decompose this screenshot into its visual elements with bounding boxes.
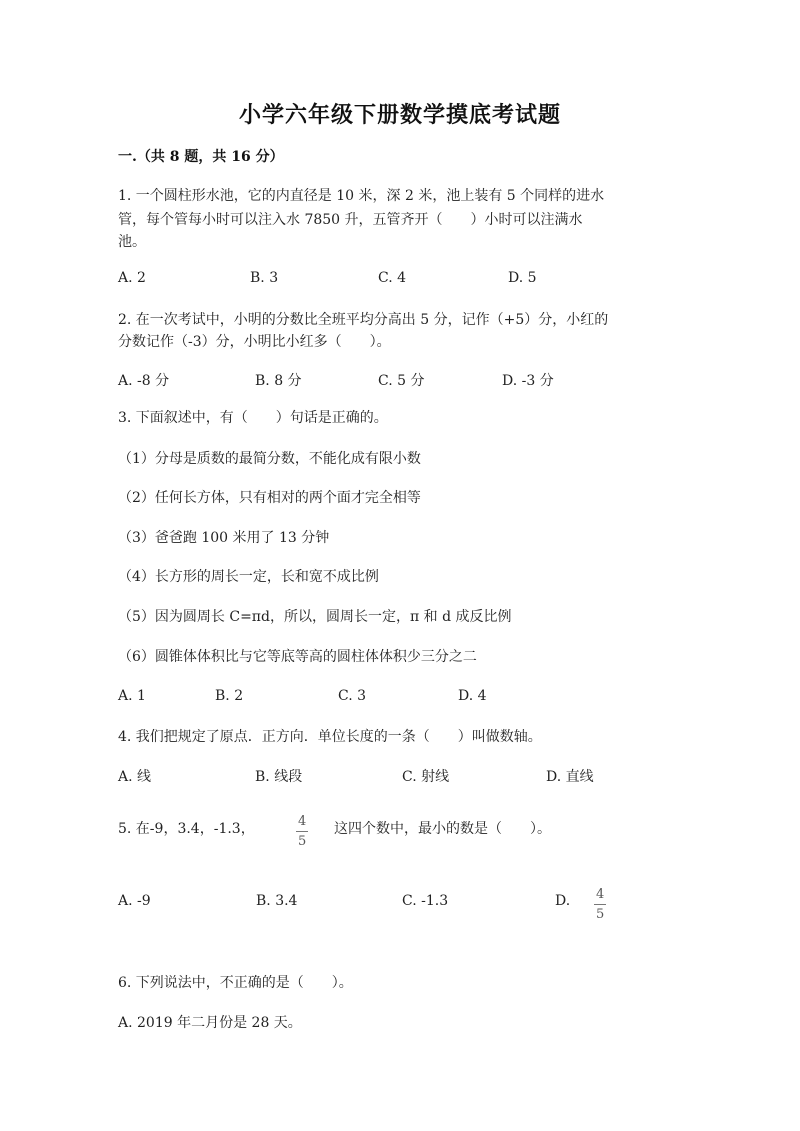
q3-option-a: A. 1 bbox=[118, 688, 146, 704]
q2-option-a: A. -8 分 bbox=[118, 373, 170, 389]
q3-statement-6: （6）圆锥体体积比与它等底等高的圆柱体体积少三分之二 bbox=[118, 649, 477, 665]
q1-option-a: A. 2 bbox=[118, 270, 146, 286]
q5-option-a: A. -9 bbox=[118, 893, 151, 909]
q1-option-b: B. 3 bbox=[250, 270, 279, 286]
q5-option-d-fraction bbox=[594, 888, 606, 921]
q3-option-d: D. 4 bbox=[458, 688, 487, 704]
q4-option-d: D. 直线 bbox=[546, 769, 594, 785]
q1-line-3: 池。 bbox=[118, 234, 146, 250]
fraction-denominator: 5 bbox=[298, 834, 307, 849]
q3-statement-1: （1）分母是质数的最简分数，不能化成有限小数 bbox=[118, 451, 421, 467]
q5-stem-before: 5. 在-9，3.4，-1.3， bbox=[118, 821, 255, 837]
q5-option-c: C. -1.3 bbox=[402, 893, 449, 909]
q3-statement-5: （5）因为圆周长 C=πd，所以，圆周长一定，π 和 d 成反比例 bbox=[118, 609, 512, 625]
q4-option-c: C. 射线 bbox=[402, 769, 450, 785]
fraction-numerator: 4 bbox=[298, 814, 307, 829]
q3-statement-4: （4）长方形的周长一定，长和宽不成比例 bbox=[118, 569, 379, 585]
q3-statement-2: （2）任何长方体，只有相对的两个面才完全相等 bbox=[118, 490, 421, 506]
q6-option-a: A. 2019 年二月份是 28 天。 bbox=[118, 1015, 302, 1031]
q4-option-a: A. 线 bbox=[118, 769, 152, 785]
fraction-denominator: 5 bbox=[596, 907, 605, 922]
q3-option-c: C. 3 bbox=[338, 688, 367, 704]
q5-option-d: D. bbox=[555, 893, 571, 909]
q4-option-b: B. 线段 bbox=[255, 769, 303, 785]
fraction-bar bbox=[594, 904, 606, 905]
q1-line-1: 1. 一个圆柱形水池，它的内直径是 10 米，深 2 米，池上装有 5 个同样的进水 bbox=[118, 188, 605, 204]
q6-stem: 6. 下列说法中，不正确的是（ ）。 bbox=[118, 975, 353, 991]
section-heading: 一.（共 8 题，共 16 分） bbox=[118, 149, 284, 165]
q3-stem: 3. 下面叙述中，有（ ）句话是正确的。 bbox=[118, 410, 388, 426]
q5-stem-fraction bbox=[296, 815, 308, 848]
q2-option-d: D. -3 分 bbox=[502, 373, 554, 389]
q1-option-c: C. 4 bbox=[378, 270, 407, 286]
q1-line-2: 管，每个管每小时可以注入水 7850 升，五管齐开（ ）小时可以注满水 bbox=[118, 212, 583, 228]
q2-option-b: B. 8 分 bbox=[255, 373, 302, 389]
q3-statement-3: （3）爸爸跑 100 米用了 13 分钟 bbox=[118, 530, 330, 546]
q2-option-c: C. 5 分 bbox=[378, 373, 425, 389]
q3-option-b: B. 2 bbox=[215, 688, 244, 704]
q2-line-1: 2. 在一次考试中，小明的分数比全班平均分高出 5 分，记作（+5）分，小红的 bbox=[118, 312, 609, 328]
page-title: 小学六年级下册数学摸底考试题 bbox=[238, 102, 561, 128]
fraction-bar bbox=[296, 831, 308, 832]
q5-stem-after: 这四个数中，最小的数是（ ）。 bbox=[334, 821, 551, 837]
q4-stem: 4. 我们把规定了原点．正方向．单位长度的一条（ ）叫做数轴。 bbox=[118, 729, 542, 745]
q1-option-d: D. 5 bbox=[508, 270, 537, 286]
fraction-numerator: 4 bbox=[596, 887, 605, 902]
q2-line-2: 分数记作（-3）分，小明比小红多（ ）。 bbox=[118, 334, 391, 350]
q5-option-b: B. 3.4 bbox=[256, 893, 298, 909]
